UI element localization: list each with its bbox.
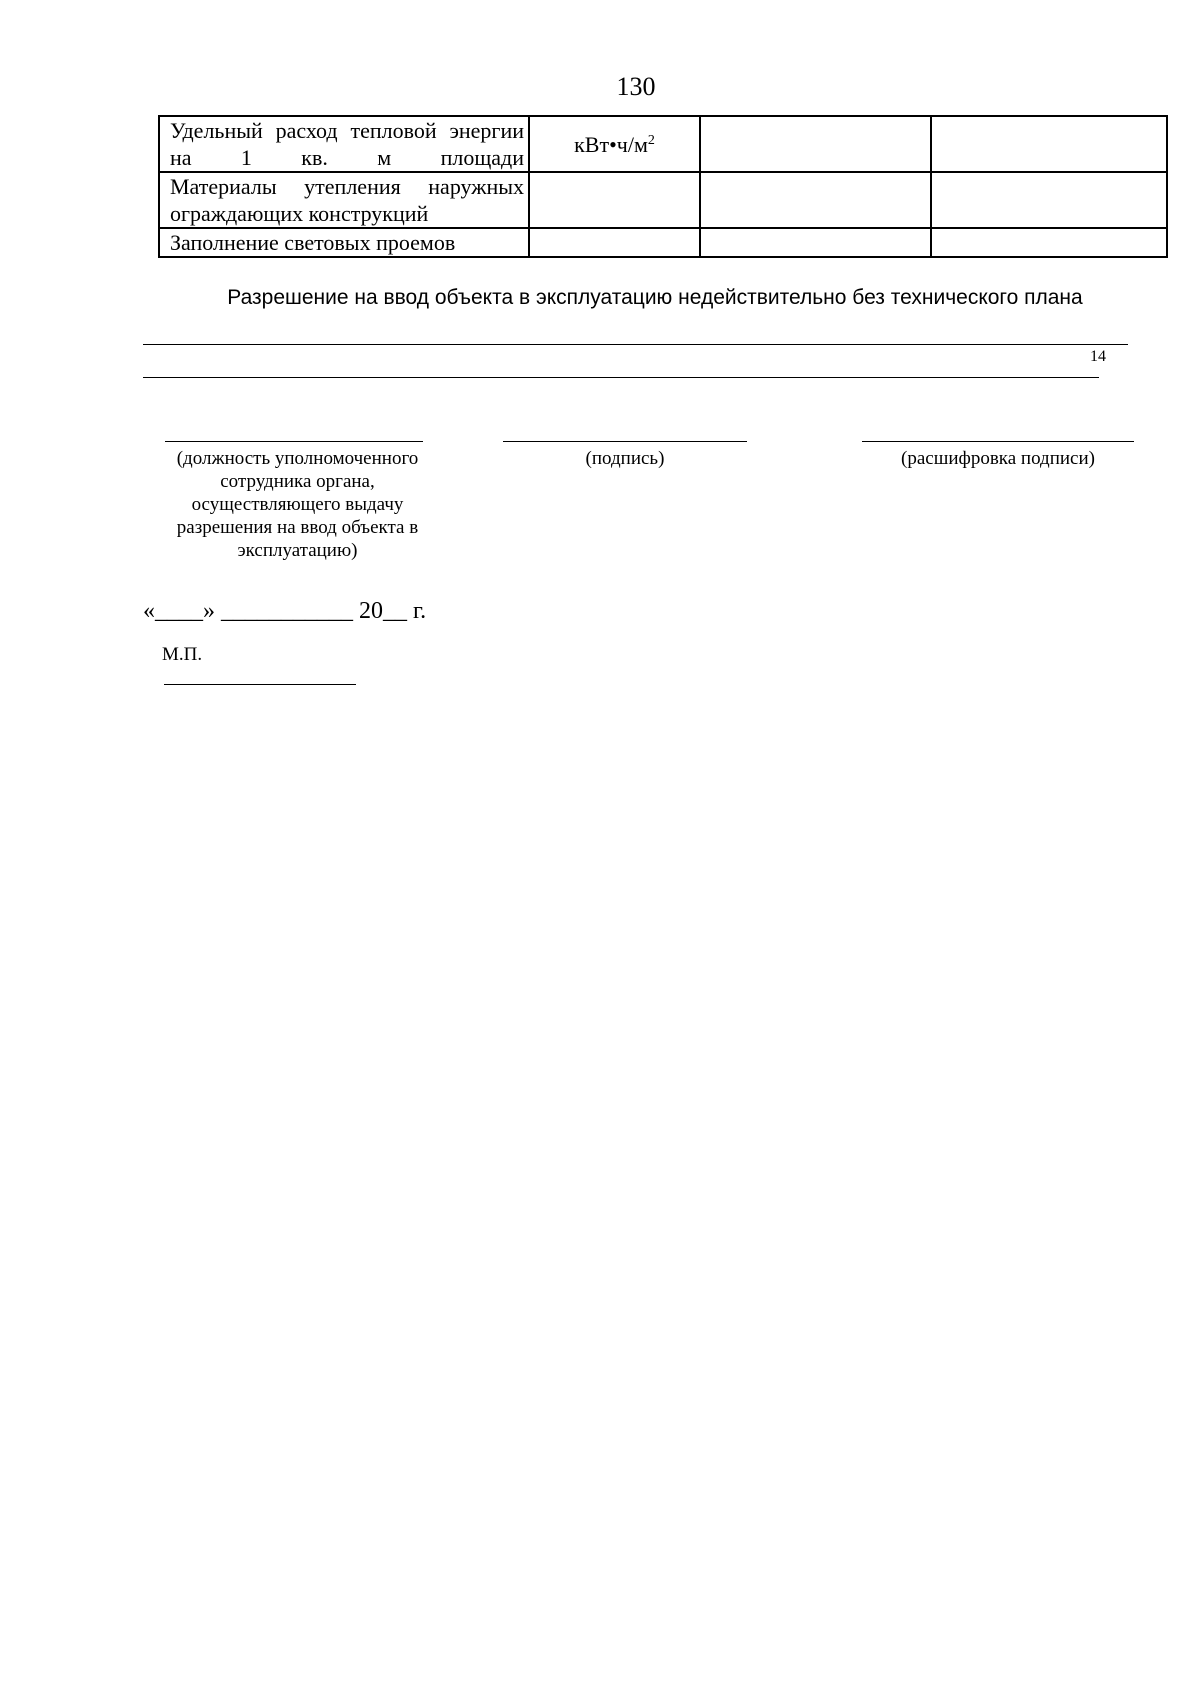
footnote-reference: 14 bbox=[1090, 348, 1106, 365]
signature-decoding-caption: (расшифровка подписи) bbox=[901, 448, 1095, 469]
signature-line bbox=[503, 441, 747, 442]
position-caption: (должность уполномоченного сотрудника органа, осуществляющего выдачу разрешения на ввод объекта в эксплуатацию) bbox=[176, 448, 419, 561]
value-cell bbox=[931, 172, 1167, 228]
value-cell bbox=[700, 228, 931, 257]
signature-decoding-line bbox=[862, 441, 1134, 442]
unit-cell bbox=[529, 116, 700, 172]
parameter-name-cell: Удельный расход тепловой энергии на 1 кв. м площади bbox=[159, 116, 529, 172]
value-cell bbox=[931, 228, 1167, 257]
technical-plan-notice: Разрешение на ввод объекта в эксплуатацию недействительно без технического плана bbox=[227, 286, 1083, 309]
value-cell bbox=[700, 172, 931, 228]
blank-line bbox=[143, 377, 1099, 378]
unit-text: кВт•ч/м bbox=[574, 131, 648, 157]
signature-caption: (подпись) bbox=[585, 448, 665, 469]
page-number: 130 bbox=[616, 72, 656, 101]
blank-line bbox=[143, 344, 1128, 345]
unit-cell bbox=[529, 228, 700, 257]
position-signature-line bbox=[165, 441, 423, 442]
table-row bbox=[159, 116, 1167, 172]
parameter-name-cell: Материалы утепления наружных ограждающих конструкций bbox=[159, 172, 529, 228]
value-cell bbox=[931, 116, 1167, 172]
table-row bbox=[159, 172, 1167, 228]
value-cell bbox=[700, 116, 931, 172]
date-line: «____» ___________ 20__ г. bbox=[143, 598, 427, 624]
parameters-table bbox=[158, 115, 1168, 258]
unit-superscript: 2 bbox=[647, 132, 655, 148]
stamp-line bbox=[164, 684, 356, 685]
unit-cell bbox=[529, 172, 700, 228]
parameter-name-cell: Заполнение световых проемов bbox=[159, 228, 529, 257]
table-row bbox=[159, 228, 1167, 257]
stamp-label: М.П. bbox=[162, 644, 203, 665]
